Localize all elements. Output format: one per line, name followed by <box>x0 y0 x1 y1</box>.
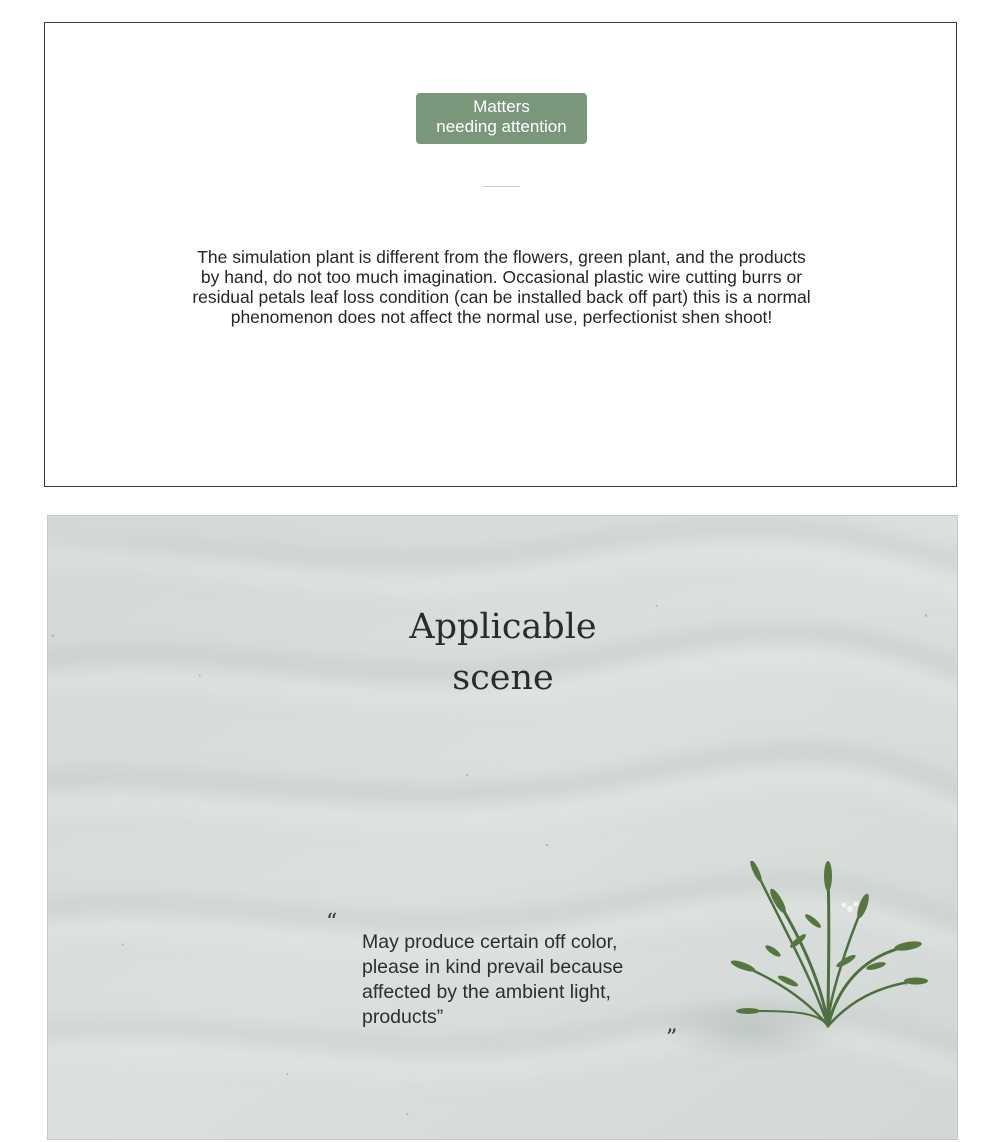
scene-panel <box>47 515 958 1140</box>
notice-panel <box>44 22 957 487</box>
open-quote-mark: “ <box>326 910 338 935</box>
scene-quote-line-1: May produce certain off color, <box>362 931 618 953</box>
notice-badge-line-1: Matters <box>473 97 530 116</box>
scene-title-line-1: Applicable <box>409 607 597 647</box>
notice-text-line-1: The simulation plant is different from the flowers, green plant, and the products <box>197 247 806 267</box>
scene-quote <box>362 930 692 1030</box>
notice-text-line-4: phenomenon does not affect the normal use, perfectionist shen shoot! <box>230 307 773 327</box>
scene-quote-line-3: affected by the ambient light, <box>362 981 611 1003</box>
notice-text-line-2: by hand, do not too much imagination. Occasional plastic wire cutting burrs or <box>200 267 803 287</box>
scene-title-line-2: scene <box>452 658 554 698</box>
notice-text-line-3: residual petals leaf loss condition (can be installed back off part) this is a normal <box>192 287 811 307</box>
plant-image <box>678 861 928 1061</box>
scene-quote-line-2: please in kind prevail because <box>362 956 624 978</box>
divider <box>483 186 520 187</box>
notice-badge-line-2: needing attention <box>436 117 567 136</box>
scene-title <box>353 602 653 704</box>
notice-text <box>105 247 898 327</box>
close-quote-mark: ” <box>666 1026 678 1051</box>
scene-quote-line-4: products” <box>362 1006 444 1028</box>
notice-badge <box>416 93 587 144</box>
